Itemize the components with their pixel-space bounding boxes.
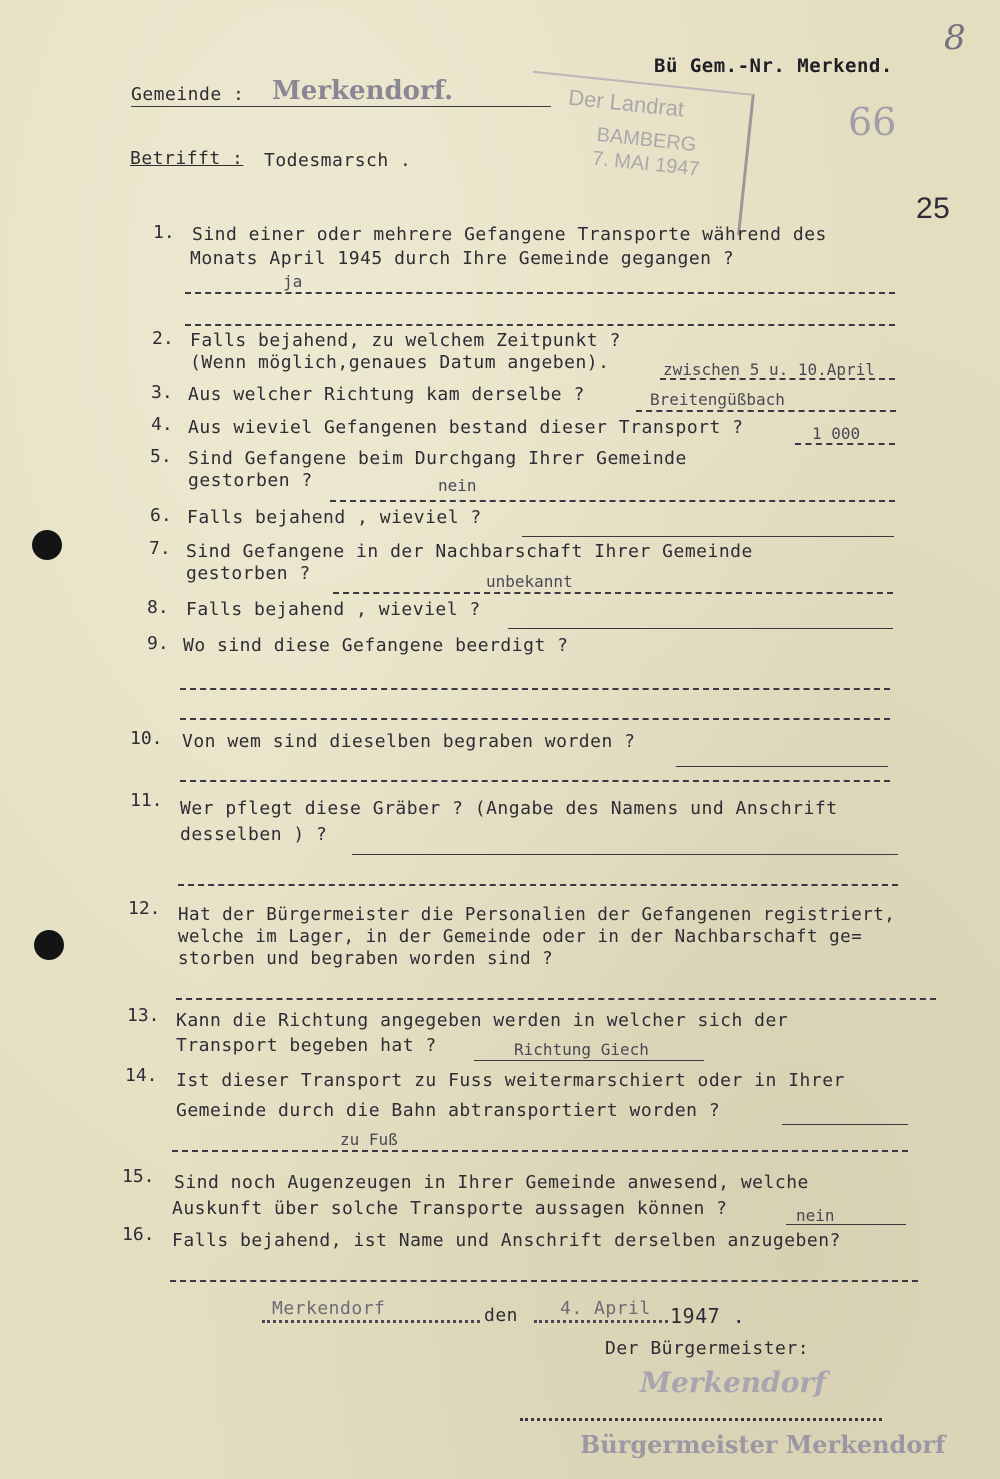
answer-line [676, 766, 888, 767]
question-number: 14. [125, 1065, 158, 1086]
question-text: Falls bejahend, ist Name und Anschrift derselben anzugeben? [172, 1230, 841, 1251]
signer-stamp: Bürgermeister Merkendorf [580, 1430, 946, 1459]
answer-line [660, 378, 895, 380]
answer-value: zwischen 5 u. 10.April [663, 360, 875, 379]
answer-line [185, 292, 895, 294]
footer-place: Merkendorf [272, 1298, 386, 1319]
question-text: gestorben ? [188, 470, 313, 491]
question-number: 8. [147, 597, 169, 618]
signature-dotted-line [520, 1418, 882, 1421]
question-text: Sind Gefangene beim Durchgang Ihrer Gemeinde [188, 448, 687, 469]
received-stamp [518, 71, 755, 236]
question-text: Sind einer oder mehrere Gefangene Transporte während des [192, 224, 827, 245]
page-mark: 8 [944, 18, 966, 58]
gemeinde-label: Gemeinde : [131, 84, 245, 105]
answer-value: ja [283, 272, 303, 291]
question-text: welche im Lager, in der Gemeinde oder in der Nachbarschaft ge= [178, 927, 863, 947]
received-stamp-line1: Der Landrat [567, 84, 686, 122]
answer-line [786, 1224, 906, 1225]
answer-value: nein [796, 1206, 835, 1225]
answer-line [180, 718, 890, 720]
answer-line [352, 854, 898, 855]
question-text: Aus welcher Richtung kam derselbe ? [188, 384, 585, 405]
footer-year: 1947 . [670, 1304, 746, 1328]
answer-value: nein [438, 476, 477, 495]
top-right-stamp: Bü Gem.-Nr. Merkend. [654, 55, 893, 77]
answer-line [782, 1124, 908, 1125]
question-text: Wo sind diese Gefangene beerdigt ? [183, 635, 569, 656]
answer-line [333, 592, 893, 594]
question-number: 12. [128, 898, 161, 919]
question-text: storben und begraben worden sind ? [178, 949, 554, 969]
question-number: 5. [150, 446, 172, 467]
punch-hole-top [32, 530, 62, 560]
question-text: Transport begeben hat ? [176, 1035, 437, 1056]
question-number: 1. [153, 222, 175, 243]
question-text: Sind Gefangene in der Nachbarschaft Ihrer Gemeinde [186, 541, 753, 562]
answer-line [172, 1150, 908, 1152]
number-25: 25 [916, 192, 951, 225]
place-dotted-line [262, 1320, 480, 1323]
answer-line [180, 780, 890, 782]
date-dotted-line [534, 1320, 668, 1323]
question-text: gestorben ? [186, 563, 311, 584]
answer-line [185, 324, 895, 326]
answer-value: Breitengüßbach [650, 390, 785, 409]
number-66: 66 [848, 100, 897, 144]
question-text: Kann die Richtung angegeben werden in welcher sich der [176, 1010, 789, 1031]
received-stamp-line3: 7. MAI 1947 [591, 147, 701, 181]
gemeinde-value: Merkendorf. [272, 76, 454, 106]
answer-value: unbekannt [486, 572, 573, 591]
punch-hole-bottom [34, 930, 64, 960]
question-text: (Wenn möglich,genaues Datum angeben). [190, 352, 610, 373]
question-number: 10. [130, 728, 163, 749]
betrifft-label: Betrifft : [130, 148, 244, 169]
footer-den: den [484, 1305, 519, 1326]
question-number: 9. [147, 633, 169, 654]
answer-line [522, 536, 894, 537]
signature: Merkendorf [640, 1366, 827, 1399]
betrifft-value: Todesmarsch . [264, 150, 412, 171]
question-text: Hat der Bürgermeister die Personalien der Gefangenen registriert, [178, 905, 896, 925]
question-text: Sind noch Augenzeugen in Ihrer Gemeinde anwesend, welche [174, 1172, 809, 1193]
question-text: Falls bejahend , wieviel ? [186, 599, 481, 620]
question-text: Monats April 1945 durch Ihre Gemeinde gegangen ? [190, 248, 735, 269]
question-number: 4. [151, 414, 173, 435]
question-text: desselben ) ? [180, 824, 328, 845]
question-text: Wer pflegt diese Gräber ? (Angabe des Namens und Anschrift [180, 798, 838, 819]
answer-line [636, 410, 896, 412]
gemeinde-underline [131, 106, 551, 107]
received-stamp-line2: BAMBERG [595, 123, 698, 157]
answer-value: zu Fuß [340, 1130, 398, 1149]
answer-line [474, 1060, 704, 1061]
question-number: 7. [149, 538, 171, 559]
answer-line [330, 500, 895, 502]
answer-line [178, 884, 898, 886]
question-number: 3. [151, 382, 173, 403]
question-number: 13. [127, 1005, 160, 1026]
answer-line [795, 443, 895, 445]
question-number: 15. [122, 1166, 155, 1187]
question-text: Gemeinde durch die Bahn abtransportiert worden ? [176, 1100, 721, 1121]
answer-line [170, 1280, 918, 1282]
answer-line [180, 688, 890, 690]
question-number: 16. [122, 1224, 155, 1245]
signer-title: Der Bürgermeister: [605, 1338, 810, 1359]
answer-value: 1 000 [812, 424, 861, 443]
question-text: Falls bejahend , wieviel ? [187, 507, 482, 528]
answer-value: Richtung Giech [514, 1040, 649, 1059]
question-text: Auskunft über solche Transporte aussagen können ? [172, 1198, 728, 1219]
answer-line [176, 998, 936, 1000]
footer-date: 4. April [560, 1298, 651, 1319]
question-number: 6. [150, 505, 172, 526]
question-text: Falls bejahend, zu welchem Zeitpunkt ? [190, 330, 621, 351]
question-text: Von wem sind dieselben begraben worden ? [182, 731, 636, 752]
question-number: 2. [152, 328, 174, 349]
answer-line [508, 628, 893, 629]
question-number: 11. [130, 790, 163, 811]
question-text: Aus wieviel Gefangenen bestand dieser Transport ? [188, 417, 744, 438]
question-text: Ist dieser Transport zu Fuss weitermarschiert oder in Ihrer [176, 1070, 845, 1091]
